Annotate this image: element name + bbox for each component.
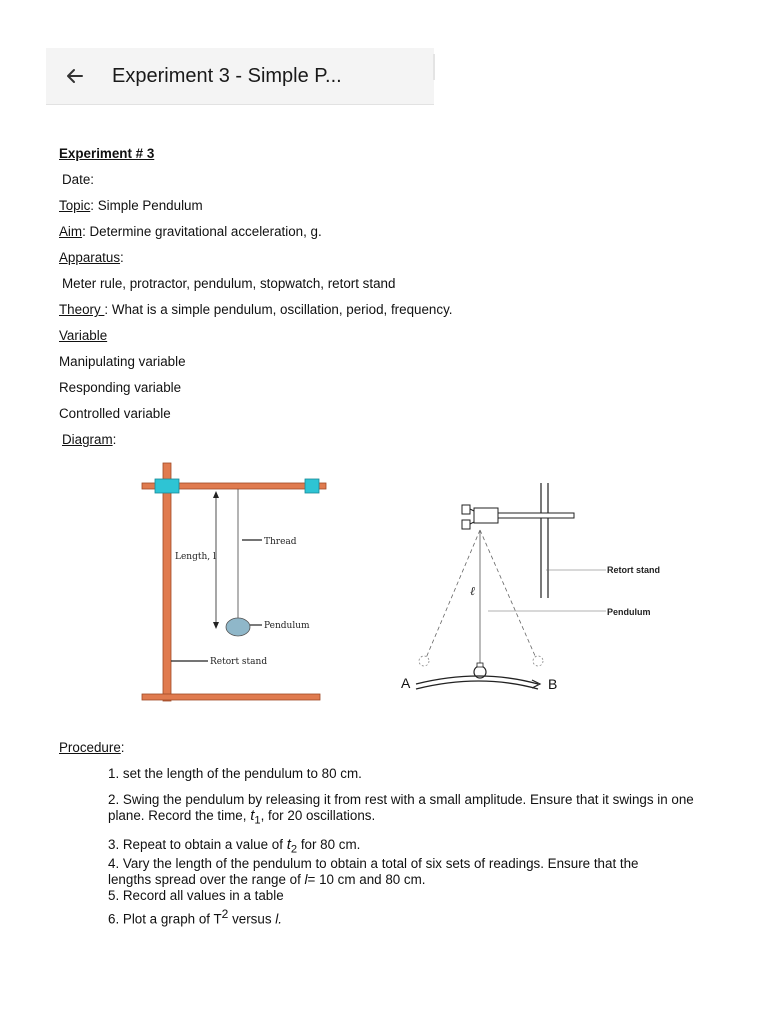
- stand-label: Retort stand: [210, 657, 268, 667]
- step-3-var: t: [286, 836, 291, 853]
- aim-label: Aim: [59, 224, 83, 239]
- page-title: Experiment 3 - Simple P...: [112, 64, 342, 87]
- apparatus-value: Meter rule, protractor, pendulum, stopwatch, retort stand: [62, 276, 396, 291]
- variable-heading: Variable: [59, 328, 108, 343]
- procedure-step-6: [108, 906, 718, 927]
- diagram-swing: [398, 478, 688, 698]
- procedure-label: Procedure: [59, 740, 121, 755]
- topic-label: Topic: [59, 198, 91, 213]
- step-4-end: = 10 cm and 80 cm.: [307, 872, 426, 887]
- variable-item: Responding variable: [59, 380, 182, 395]
- point-b-label: B: [548, 676, 558, 692]
- right-stand-label: Retort stand: [607, 565, 661, 575]
- topic-line: [59, 198, 203, 213]
- date-label: Date:: [62, 172, 95, 187]
- diagram-colon: :: [112, 432, 117, 447]
- experiment-heading: Experiment # 3: [59, 146, 155, 161]
- step-3-sub: 2: [290, 843, 298, 856]
- step-6-sup: 2: [221, 907, 229, 921]
- right-pendulum-label: Pendulum: [607, 607, 651, 617]
- point-a-label: A: [401, 675, 411, 691]
- stand-pole: [163, 463, 171, 701]
- clamp-left: [155, 479, 179, 493]
- length-symbol: ℓ: [470, 584, 475, 598]
- step-3-text: 3. Repeat to obtain a value of: [108, 837, 283, 852]
- procedure-step-5: 5. Record all values in a table: [108, 888, 284, 903]
- diagram-label: Diagram: [62, 432, 113, 447]
- step-2-text: 2. Swing the pendulum by releasing it from rest with a small amplitude. Ensure that it swings in one plane. Record the time,: [108, 792, 694, 823]
- app-header: [46, 48, 434, 105]
- step-2-sub: 1: [254, 814, 261, 827]
- theory-label: Theory: [59, 302, 105, 317]
- procedure-step-4: [108, 856, 718, 888]
- step-4-var: l: [304, 872, 308, 887]
- back-button[interactable]: [60, 61, 90, 91]
- stand-base: [142, 694, 320, 700]
- apparatus-heading: [59, 250, 124, 265]
- theory-value: : What is a simple pendulum, oscillation, period, frequency.: [104, 302, 453, 317]
- aim-value: : Determine gravitational acceleration, g.: [82, 224, 322, 239]
- step-4-line-2: lengths spread over the range of: [108, 872, 301, 887]
- clamp-right: [305, 479, 319, 493]
- step-2-end: , for 20 oscillations.: [260, 808, 376, 823]
- procedure-step-1: 1. set the length of the pendulum to 80 cm.: [108, 766, 362, 781]
- diagram-heading: [62, 432, 116, 447]
- step-4-line-1: 4. Vary the length of the pendulum to obtain a total of six sets of readings. Ensure that the: [108, 856, 639, 871]
- procedure-colon: :: [120, 740, 125, 755]
- procedure-step-2: [108, 792, 718, 829]
- header-divider: [433, 54, 435, 80]
- step-6-var: l.: [275, 911, 282, 927]
- length-label: Length, l: [175, 552, 216, 562]
- variable-item: Manipulating variable: [59, 354, 186, 369]
- apparatus-label: Apparatus: [59, 250, 121, 265]
- step-2-var: t: [250, 807, 255, 824]
- procedure-step-3: [108, 837, 718, 858]
- aim-line: [59, 224, 322, 239]
- topic-value: : Simple Pendulum: [90, 198, 203, 213]
- step-6-end: versus: [232, 911, 272, 927]
- procedure-heading: [59, 740, 125, 755]
- pendulum-label: Pendulum: [264, 621, 310, 631]
- diagram-retort-stand: [138, 458, 333, 706]
- arrow-left-icon: [65, 66, 85, 86]
- variable-item: Controlled variable: [59, 406, 171, 421]
- step-3-end: for 80 cm.: [300, 837, 361, 852]
- theory-line: [59, 302, 452, 317]
- apparatus-colon: :: [120, 250, 124, 265]
- step-6-text: 6. Plot a graph of T: [108, 911, 222, 927]
- thread-label: Thread: [264, 537, 297, 547]
- pendulum-bob: [226, 618, 250, 636]
